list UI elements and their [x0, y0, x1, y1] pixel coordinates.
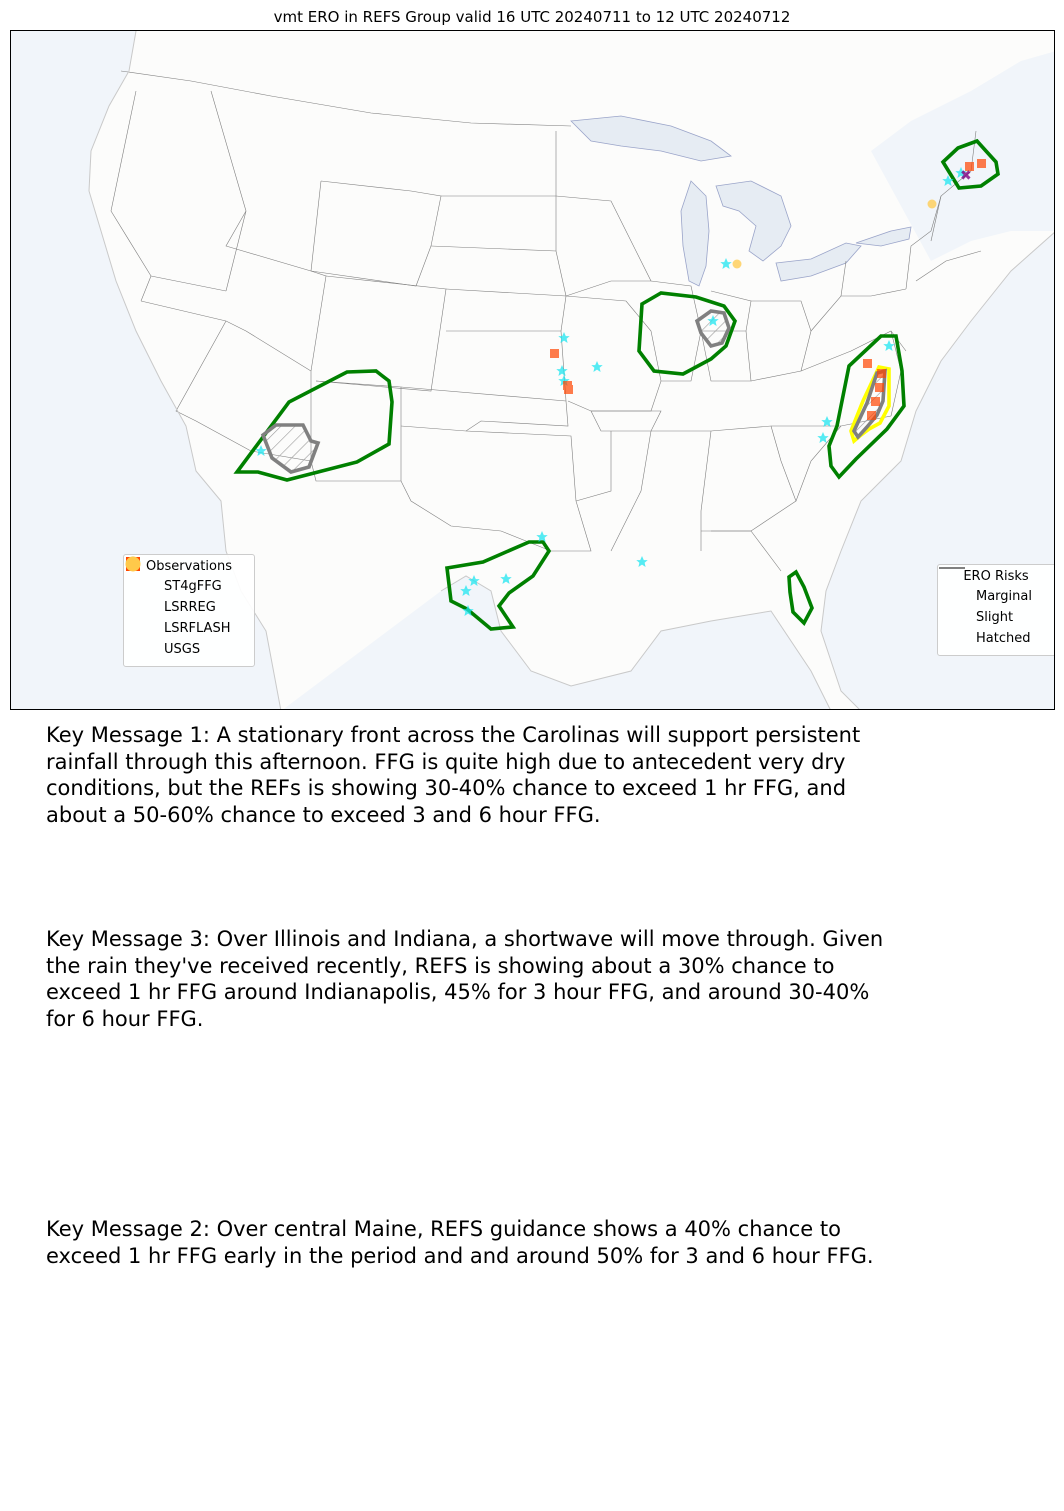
lsrflash-marker	[977, 159, 986, 168]
ero-map	[10, 30, 1055, 710]
st4gffg-marker	[500, 573, 511, 584]
marginal-area-southwest	[237, 371, 392, 480]
legend-entry-lsrflash	[130, 618, 248, 639]
ero-legend-title: ERO Risks	[963, 569, 1029, 584]
marginal-area-florida	[789, 572, 812, 623]
st4gffg-marker	[556, 365, 567, 376]
legend-entry-hatched	[942, 628, 1050, 649]
legend-entry-lsrreg	[130, 597, 248, 618]
lsrflash-marker	[875, 383, 884, 392]
observations-legend	[123, 554, 255, 667]
legend-label: USGS	[164, 642, 201, 657]
legend-entry-slight	[942, 607, 1050, 628]
st4gffg-marker	[821, 416, 832, 427]
legend-label: LSRREG	[164, 600, 216, 615]
key-message-1: Key Message 1: A stationary front across the Carolinas will support persistent rainfall through this afternoon. FFG is quite high due to antecedent very dry conditions, but the REFs is showing 30-40% chance to exceed 1 hr FFG, and about a 50-60% chance to exceed 3 and 6 hour FFG.	[46, 723, 861, 827]
legend-label: Slight	[976, 610, 1014, 625]
st4gffg-marker	[720, 258, 731, 269]
legend-label: Marginal	[976, 589, 1032, 604]
lsrflash-marker	[877, 369, 886, 378]
legend-entry-marginal	[942, 586, 1050, 607]
lsrflash-marker	[871, 397, 880, 406]
st4gffg-marker	[883, 340, 894, 351]
legend-entry-usgs	[130, 639, 248, 660]
legend-entry-st4gffg	[130, 576, 248, 597]
st4gffg-marker	[636, 556, 647, 567]
boundaries	[111, 71, 981, 571]
key-message-2: Key Message 2: Over central Maine, REFS guidance shows a 40% chance to exceed 1 hr FFG early in the period and and around 50% for 3 and 6 hour FFG.	[46, 1217, 874, 1268]
st4gffg-marker	[817, 432, 828, 443]
lsrflash-marker	[550, 349, 559, 358]
ero-risks-legend	[937, 564, 1055, 656]
map-title: vmt ERO in REFS Group valid 16 UTC 20240711 to 12 UTC 20240712	[273, 8, 791, 26]
observations-legend-title: Observations	[146, 559, 232, 574]
st4gffg-marker	[591, 361, 602, 372]
legend-label: Hatched	[976, 631, 1031, 646]
usgs-marker	[733, 260, 742, 269]
lsrflash-marker	[863, 359, 872, 368]
st4gffg-marker	[558, 332, 569, 343]
legend-label: LSRFLASH	[164, 621, 231, 636]
usgs-marker	[928, 200, 937, 209]
lsrreg-marker: ✖	[960, 168, 972, 184]
key-message-3: Key Message 3: Over Illinois and Indiana, a shortwave will move through. Given the rain they've received recently, REFS is showing about a 30% chance to exceed 1 hr FFG around Indianapolis, 45% for 3 hour FFG, and around 30-40% for 6 hour FFG.	[46, 927, 884, 1031]
lsrflash-marker	[564, 385, 573, 394]
great-lakes	[571, 116, 911, 286]
hatched-area-southwest	[263, 425, 318, 472]
lsrflash-marker	[867, 411, 876, 420]
legend-label: ST4gFFG	[164, 579, 222, 594]
